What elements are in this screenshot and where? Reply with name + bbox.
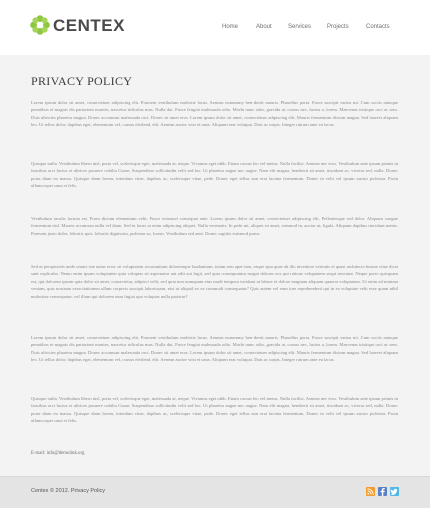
nav-about[interactable]: About bbox=[256, 24, 272, 30]
policy-paragraph: Lorem ipsum dolor sit amet, consectetuer adipiscing elit. Praesent vestibulum molestie lacus. Aenean nonummy hen-drerit mauris. Phasellus porta. Fusce suscipit varius mi. Cum sociis natoque penatibus et magnis dis parturient montes, nascetur ridiculus mus. Nulla dui. Fusce feugiat malesuada odio. Morbi nunc odio, gravida at, cursus nec, luctus a, lorem. Maecenas tristique orci ac sem. Duis ultricies pharetra magna. Donec accumsan malesuada orci. Donec sit amet eros. Lorem ipsum dolor sit amet, consectetuer adipiscing elit. Mauris fermentum dictum magna. Sed laoreet aliquam leo. Ut tellus dolor, dapibus eget, elementum vel, cursus eleifend, elit. Aenean auctor wisi et urna. Aliquam erat volutpat. Duis ac turpis. Integer rutrum ante eu lacus. bbox=[31, 335, 398, 363]
policy-paragraph: Sed ut perspiciatis unde omnis iste natus error sit voluptatem accusantium doloremque laudantium, totam rem aper-iam, eaque ipsa quae ab illo inventore veritatis et quasi architecto beatae vitae dicta sunt explicabo. Nemo enim ipsam voluptatem quia voluptas sit aspernatur aut odit aut fugit, sed quia consequuntur magni dolores eos qui ratione voluptatem sequi nesciunt. Neque porro quisquam est, qui dolorem ipsum quia dolor sit amet, consectetur, adipisci velit, sed quia non numquam eius modi tempora incidunt ut labore et dolore magnam aliquam quaerat voluptatem. Ut enim ad minima veniam, quis nostrum exercitationem ullam corporis suscipit laboriosam, nisi ut aliquid ex ea commodi consequatur? Quis autem vel eum iure reprehenderit qui in ea voluptate velit esse quam nihil molestiae consequatur, vel illum qui dolorem eum fugiat quo voluptas nulla pariatur? bbox=[31, 264, 398, 299]
nav-home[interactable]: Home bbox=[222, 24, 239, 30]
contact-email[interactable]: E-mail: info@demolink.org bbox=[31, 451, 85, 456]
policy-paragraph: Quisque nulla. Vestibulum libero nisl, porta vel, scelerisque eget, malesuada at, neque. Vivamus eget nibh. Etiam cursus leo vel metus. Nulla facilisi. Aenean nec eros. Vestibulum ante ipsum primis in faucibus orci luctus et ultrices posuere cubilia Curae; Suspendisse sollicitudin velit sed leo. Ut pharetra augue nec augue. Nam elit magna, hendrerit sit amet, tincidunt ac, viverra sed, nulla. Donec porta diam eu massa. Quisque diam lorem, interdum vitae, dapibus ac, scelerisque vitae, pede. Donec eget tellus non erat lacinia fermentum. Donec in velit vel ipsum auctor pulvinar. Proin ullamcorper urna et felis. bbox=[31, 396, 398, 424]
twitter-icon[interactable] bbox=[390, 487, 399, 496]
facebook-icon[interactable] bbox=[378, 487, 387, 496]
main-content bbox=[0, 55, 430, 476]
nav-contacts[interactable]: Contacts bbox=[366, 24, 390, 30]
policy-paragraph: Vestibulum iaculis lacinia est. Proin dictum elementum velit. Fusce euismod consequat ante. Lorem ipsum dolor sit amet, consectetuer adipiscing elit. Pellentesque sed dolor. Aliquam congue fermentum nisl. Mauris accumsan nulla vel diam. Sed in lacus ut enim adipiscing aliquet. Nulla venenatis. In pede mi, aliquet sit amet, euismod in, auctor ut, ligula. Aliquam dapibus tincidunt metus. Praesent justo dolor, lobortis quis, lobortis dignissim, pulvinar ac, lorem. Vestibulum sed ante. Donec sagittis euismod purus. bbox=[31, 216, 398, 236]
footer bbox=[0, 476, 430, 508]
policy-paragraph: Lorem ipsum dolor sit amet, consectetuer adipiscing elit. Praesent vestibulum molestie lacus. Aenean nonummy hen-drerit mauris. Phasellus porta. Fusce suscipit varius mi. Cum sociis natoque penatibus et magnis dis parturient montes, nascetur ridiculus mus. Nulla dui. Fusce feugiat malesuada odio. Morbi nunc odio, gravida at, cursus nec, luctus a, lorem. Maecenas tristique orci ac sem. Duis ultricies pharetra magna. Donec accumsan malesuada orci. Donec sit amet eros. Lorem ipsum dolor sit amet, consectetuer adipiscing elit. Mauris fermentum dictum magna. Sed laoreet aliquam leo. Ut tellus dolor, dapibus eget, elementum vel, cursus eleifend, elit. Aenean auctor wisi et urna. Aliquam erat volutpat. Duis ac turpis. Integer rutrum ante eu lacus. bbox=[31, 100, 398, 128]
policy-paragraph: Quisque nulla. Vestibulum libero nisl, porta vel, scelerisque eget, malesuada at, neque. Vivamus eget nibh. Etiam cursus leo vel metus. Nulla facilisi. Aenean nec eros. Vestibulum ante ipsum primis in faucibus orci luctus et ultrices posuere cubilia Curae; Suspendisse sollicitudin velit sed leo. Ut pharetra augue nec augue. Nam elit magna, hendrerit sit amet, tincidunt ac, viverra sed, nulla. Donec porta diam eu massa. Quisque diam lorem, interdum vitae, dapibus ac, scelerisque vitae, pede. Donec eget tellus non erat lacinia fermentum. Donec in velit vel ipsum auctor pulvinar. Proin ullamcorper urna et felis. bbox=[31, 161, 398, 189]
nav-services[interactable]: Services bbox=[288, 24, 312, 30]
main-nav bbox=[0, 24, 430, 36]
page-title: PRIVACY POLICY bbox=[31, 74, 133, 88]
brand-name: CENTEX bbox=[53, 16, 125, 35]
footer-copyright: Centex © 2012. Privacy Policy bbox=[31, 488, 106, 494]
nav-projects[interactable]: Projects bbox=[327, 24, 349, 30]
rss-icon[interactable] bbox=[366, 487, 375, 496]
header bbox=[0, 0, 430, 55]
